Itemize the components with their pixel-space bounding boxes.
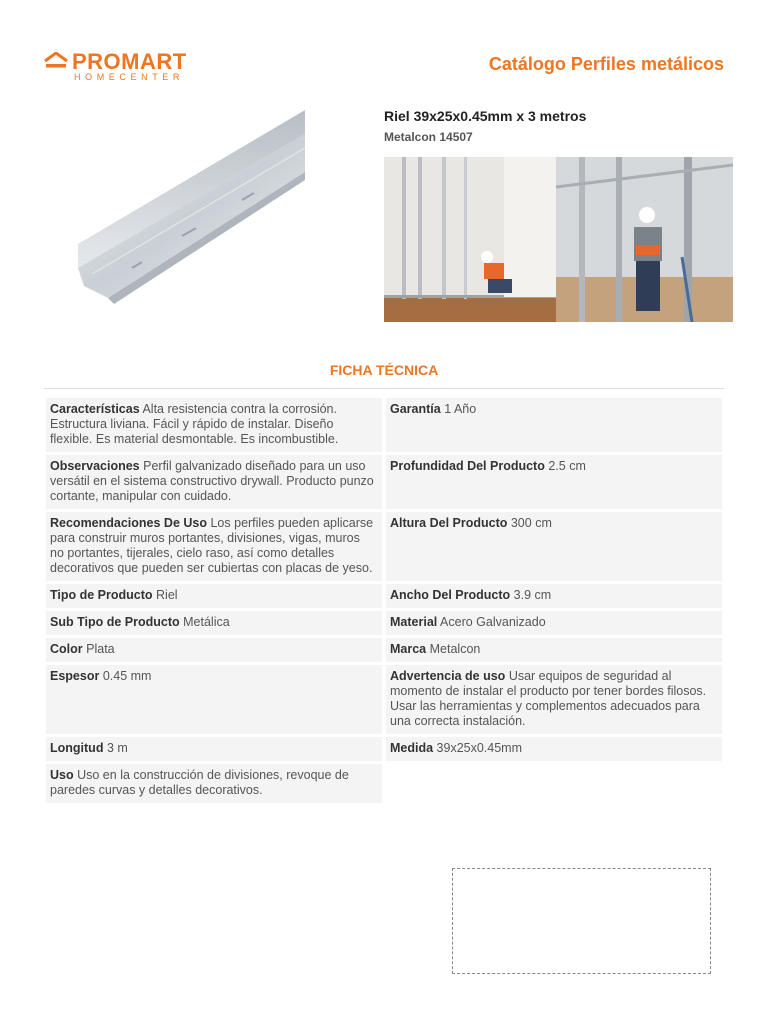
spec-cell [46,398,382,452]
spec-row [46,611,722,635]
spec-cell [46,611,382,635]
spec-row [46,764,722,803]
spec-label: Recomendaciones De Uso [50,516,207,530]
spec-label: Advertencia de uso [390,669,506,683]
spec-row [46,638,722,662]
technical-sheet-title: FICHA TÉCNICA [329,362,439,378]
spec-value: Riel [156,588,178,602]
spec-cell [46,737,382,761]
spec-value: 3 m [106,741,128,755]
stamp-box [452,868,711,974]
section-divider [44,388,724,389]
spec-value: Alta resistencia contra la corrosión. Estructura liviana. Fácil y rápido de instalar. Diseño flexible. Es material desmontable. Es incombustible. [50,402,339,446]
spec-value: Perfil galvanizado diseñado para un uso versátil en el sistema constructivo drywall. Producto punzo cortante, manipular con cuidado. [50,459,374,503]
spec-cell [46,665,382,734]
product-name: Riel 39x25x0.45mm x 3 metros [384,108,587,124]
spec-cell [46,638,382,662]
spec-row [46,737,722,761]
spec-label: Espesor [50,669,100,683]
spec-label: Tipo de Producto [50,588,153,602]
spec-cell [46,512,382,581]
spec-label: Longitud [50,741,104,755]
spec-row [46,398,722,452]
spec-label: Marca [390,642,427,656]
spec-row [46,455,722,509]
product-brand-sku: Metalcon 14507 [384,130,473,144]
installation-photos [384,157,733,322]
spec-value: Uso en la construcción de divisiones, revoque de paredes curvas y detalles decorativos. [50,768,349,797]
spec-label: Ancho Del Producto [390,588,511,602]
spec-value: 0.45 mm [102,669,152,683]
spec-label: Sub Tipo de Producto [50,615,180,629]
spec-value: Plata [86,642,115,656]
spec-label: Material [390,615,438,629]
product-photo [72,108,308,304]
spec-value: 39x25x0.45mm [436,741,523,755]
spec-cell [46,584,382,608]
spec-value: 2.5 cm [548,459,586,473]
spec-cell [386,638,722,662]
spec-cell [386,398,722,452]
spec-row [46,584,722,608]
spec-value: 3.9 cm [513,588,552,602]
spec-cell-empty [386,764,722,803]
spec-cell [46,764,382,803]
spec-row [46,665,722,734]
spec-value: Usar equipos de seguridad al momento de instalar el producto por tener bordes filosos. Usar las herramientas y complementos adecuados para una correcta instalación. [390,669,707,728]
spec-value: 1 Año [444,402,477,416]
promart-logo [44,50,204,84]
spec-cell [386,584,722,608]
spec-cell [386,611,722,635]
spec-label: Altura Del Producto [390,516,508,530]
house-roof-icon [44,52,68,70]
spec-cell [386,665,722,734]
spec-label: Uso [50,768,74,782]
spec-value: Los perfiles pueden aplicarse para construir muros portantes, divisiones, vigas, muros no portantes, tijerales, cielo raso, así como detalles decorativos que pueden ser cubiertas con placas de yeso. [50,516,374,575]
brand-subtitle: HOMECENTER [74,72,185,82]
spec-label: Profundidad Del Producto [390,459,545,473]
spec-value: Metalcon [429,642,481,656]
spec-cell [386,455,722,509]
spec-label: Color [50,642,83,656]
spec-label: Características [50,402,140,416]
technical-specs-table [46,398,722,806]
spec-value: Metálica [183,615,230,629]
spec-label: Garantía [390,402,441,416]
spec-cell [386,737,722,761]
spec-row [46,512,722,581]
spec-label: Observaciones [50,459,140,473]
spec-label: Medida [390,741,434,755]
spec-value: Acero Galvanizado [440,615,546,629]
spec-cell [46,455,382,509]
brand-name: PROMART [72,49,187,74]
catalog-title: Catálogo Perfiles metálicos [488,54,724,74]
spec-cell [386,512,722,581]
spec-value: 300 cm [510,516,552,530]
